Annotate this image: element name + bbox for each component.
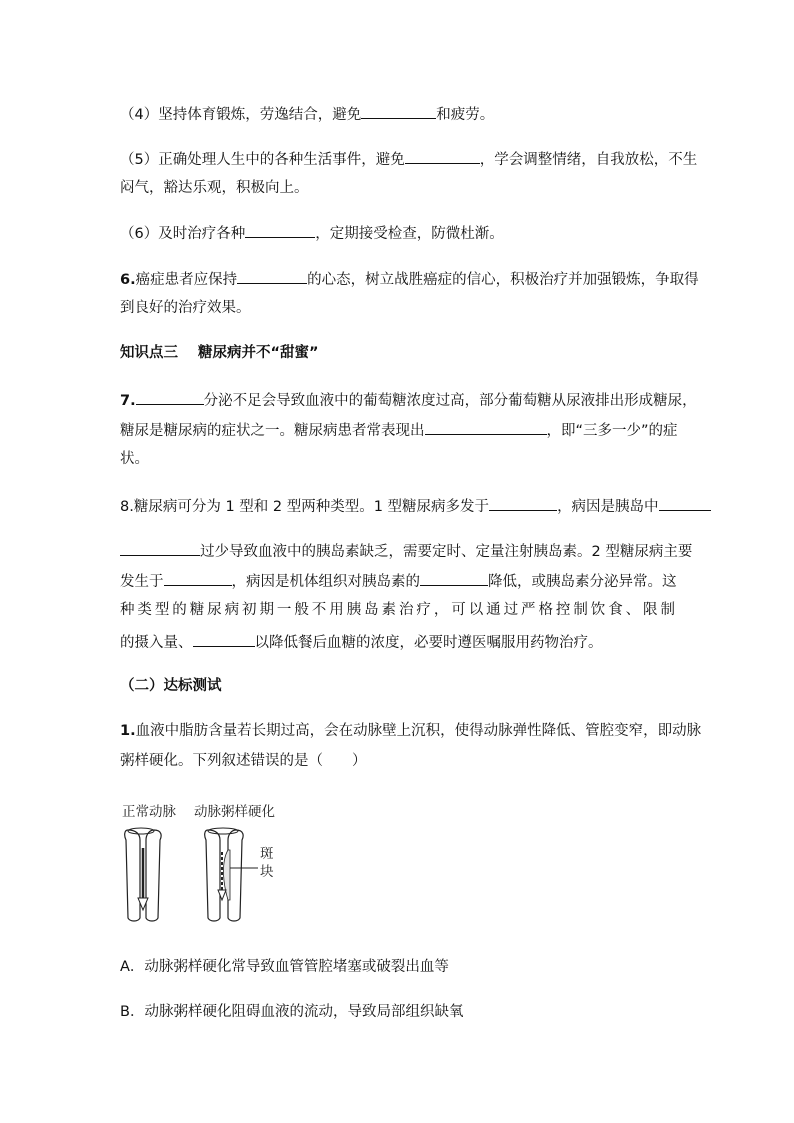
item-4-text-a: （4）坚持体育锻炼，劳逸结合，避免 [120, 107, 362, 123]
question-8 [120, 495, 711, 517]
question-number: 7. [120, 393, 136, 409]
question-8-line-4 [120, 600, 675, 620]
question-7-line-3 [120, 449, 149, 469]
question-8-text-5a: 的摄入量、 [120, 635, 193, 651]
test-section-heading [120, 676, 222, 696]
question-8-text-1b: ，病因是胰岛中 [557, 499, 659, 515]
item-5-text-b: ，学会调整情绪，自我放松，不生 [479, 152, 698, 168]
section-title: 糖尿病并不“甜蜜” [198, 345, 319, 361]
item-6-text-a: （6）及时治疗各种 [120, 226, 246, 242]
answer-blank[interactable] [164, 570, 232, 586]
atherosclerosis-label: 动脉粥样硬化 [194, 804, 275, 820]
question-7-text-c: ，即“三多一少”的症 [546, 423, 678, 439]
answer-blank[interactable] [405, 148, 480, 164]
test-question-1-text-b: 粥样硬化。下列叙述错误的是（ ） [120, 753, 367, 769]
answer-blank[interactable] [120, 540, 200, 556]
question-8-text-3b: ，病因是机体组织对胰岛素的 [231, 574, 420, 590]
section-label: 知识点三 [120, 345, 178, 361]
item-4 [120, 103, 494, 125]
answer-blank[interactable] [193, 631, 255, 647]
option-letter: A． [120, 959, 145, 975]
question-7-text-d: 状。 [120, 451, 149, 467]
item-6 [120, 222, 504, 244]
test-question-1-text-a: 血液中脂肪含量若长期过高，会在动脉壁上沉积，使得动脉弹性降低、管腔变窄，即动脉 [135, 723, 702, 739]
plaque-label-1: 斑 [260, 846, 274, 862]
question-7-text-b: 糖尿是糖尿病的症状之一。糖尿病患者常表现出 [120, 423, 425, 439]
item-6-text-b: ，定期接受检查，防微杜渐。 [315, 226, 504, 242]
question-8-text-3c: 降低，或胰岛素分泌异常。这 [488, 574, 677, 590]
option-letter: B． [120, 1004, 145, 1020]
question-8-line-2 [120, 540, 692, 562]
test-question-1 [120, 721, 701, 741]
question-7 [120, 389, 697, 411]
item-5-text-c: 闷气，豁达乐观，积极向上。 [120, 180, 309, 196]
item-5-line-2 [120, 178, 309, 198]
option-text: 动脉粥样硬化常导致血管管腔堵塞或破裂出血等 [144, 959, 449, 975]
answer-blank[interactable] [659, 495, 711, 511]
question-7-text-a: 分泌不足会导致血液中的葡萄糖浓度过高，部分葡萄糖从尿液排出形成糖尿， [203, 393, 697, 409]
test-section-title: （二）达标测试 [120, 678, 222, 694]
question-8-text-2: 过少导致血液中的胰岛素缺乏，需要定时、定量注射胰岛素。2 型糖尿病主要 [200, 544, 693, 560]
section-heading [120, 343, 319, 363]
answer-blank[interactable] [420, 570, 488, 586]
atherosclerosis-artery-drawing [205, 828, 258, 921]
question-8-text-3a: 发生于 [120, 574, 164, 590]
normal-artery-label: 正常动脉 [122, 804, 176, 820]
test-question-1-line-2 [120, 751, 367, 771]
question-8-line-3 [120, 570, 677, 592]
option-text: 动脉粥样硬化阻碍血液的流动，导致局部组织缺氧 [144, 1004, 464, 1020]
answer-blank[interactable] [425, 419, 547, 435]
artery-comparison-figure [118, 800, 298, 930]
item-5-text-a: （5）正确处理人生中的各种生活事件，避免 [120, 152, 405, 168]
question-6 [120, 268, 699, 290]
question-8-text-5b: 以降低餐后血糖的浓度，必要时遵医嘱服用药物治疗。 [254, 635, 603, 651]
question-8-line-5 [120, 631, 603, 653]
question-8-text-1a: 8.糖尿病可分为 1 型和 2 型两种类型。1 型糖尿病多发于 [120, 499, 490, 515]
question-6-line-2 [120, 298, 251, 318]
question-7-line-2 [120, 419, 678, 441]
question-6-text-c: 到良好的治疗效果。 [120, 300, 251, 316]
plaque-label-2: 块 [260, 864, 274, 880]
question-number: 6. [120, 272, 136, 288]
question-8-text-4: 种类型的糖尿病初期一般不用胰岛素治疗，可以通过严格控制饮食、限制 [120, 602, 675, 618]
question-number: 1. [120, 723, 136, 739]
option-a[interactable] [120, 957, 449, 977]
answer-blank[interactable] [361, 103, 436, 119]
item-4-text-b: 和疲劳。 [436, 107, 495, 123]
normal-artery-drawing [125, 828, 161, 921]
item-5 [120, 148, 697, 170]
answer-blank[interactable] [489, 495, 557, 511]
answer-blank[interactable] [136, 389, 204, 405]
answer-blank[interactable] [245, 222, 315, 238]
option-b[interactable] [120, 1002, 463, 1022]
answer-blank[interactable] [237, 268, 307, 284]
question-6-text-b: 的心态，树立战胜癌症的信心，积极治疗并加强锻炼，争取得 [307, 272, 699, 288]
question-6-text-a: 癌症患者应保持 [135, 272, 238, 288]
